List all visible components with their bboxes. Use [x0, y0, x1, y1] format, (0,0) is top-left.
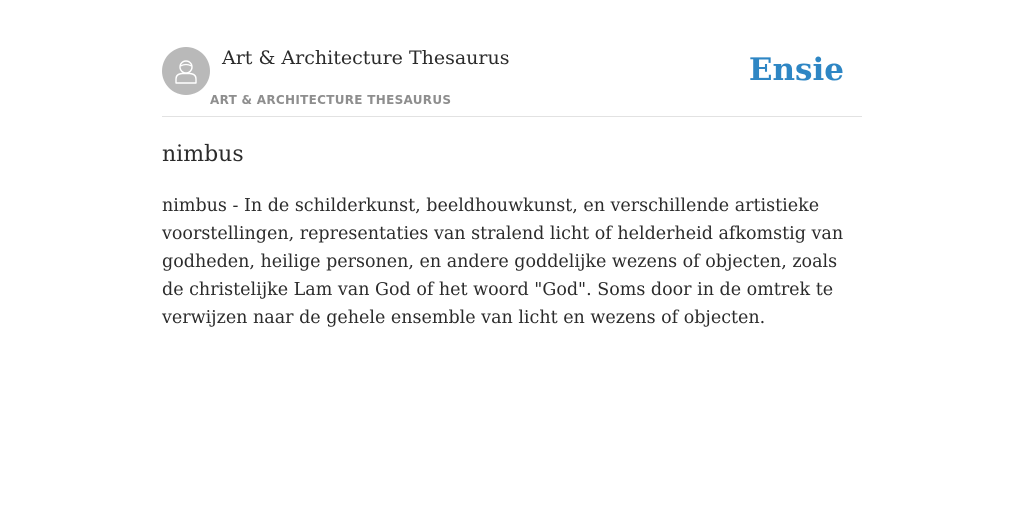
author-title[interactable]: Art & Architecture Thesaurus: [222, 47, 510, 69]
user-outline-icon: [172, 57, 200, 85]
entry-definition: nimbus - In de schilderkunst, beeldhouwkunst, en verschillende artistieke voorstellingen, representaties van stralend licht of helderheid afkomstig van godheden, heilige personen, en andere goddelijke wezens of objecten, zoals de christelijke Lam van God of het woord "God". Soms door in de omtrek te verwijzen naar de gehele ensemble van licht en wezens of objecten.: [162, 196, 844, 328]
brand-logo[interactable]: Ensie: [748, 52, 844, 88]
author-subtitle[interactable]: ART & ARCHITECTURE THESAURUS: [210, 93, 452, 107]
page-title: nimbus: [162, 142, 244, 167]
header: [162, 46, 862, 117]
avatar[interactable]: [162, 47, 210, 95]
